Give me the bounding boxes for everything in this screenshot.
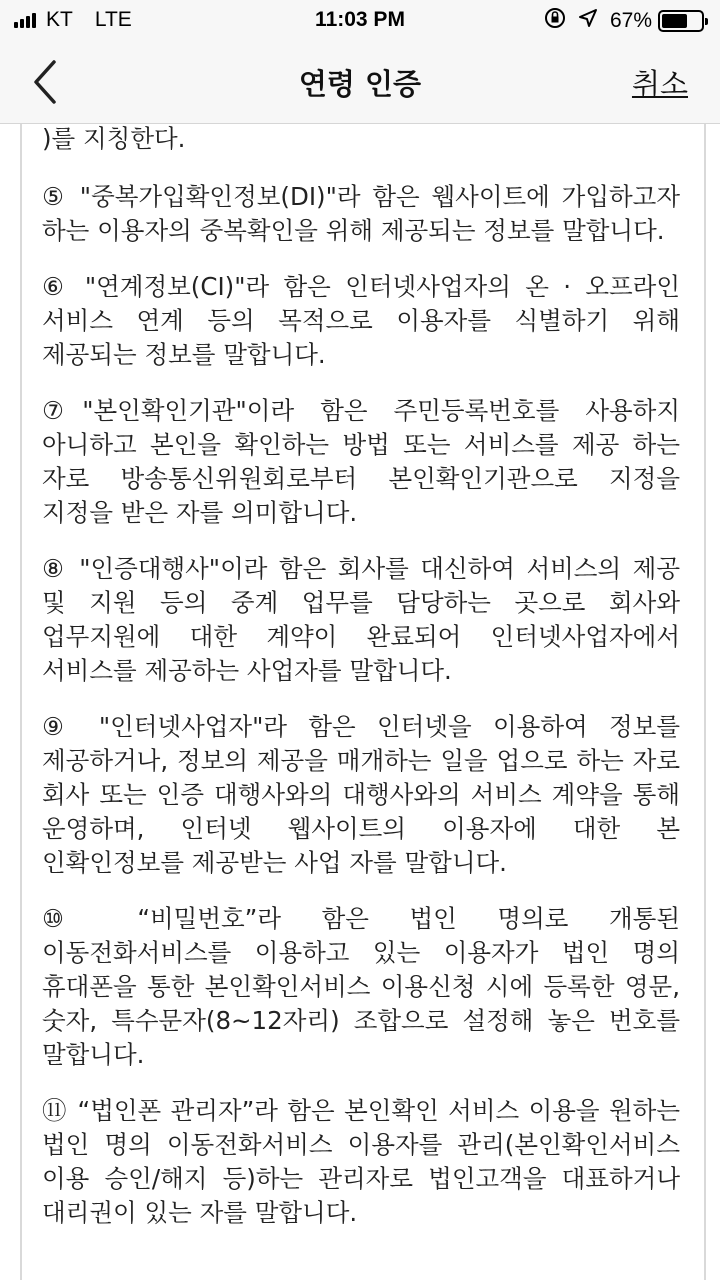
page-title: 연령 인증 xyxy=(298,67,422,101)
cancel-button[interactable]: 취소 xyxy=(631,67,688,101)
network-type-label: LTE xyxy=(94,8,132,31)
terms-item-10: ⑩ “비밀번호”라 함은 법인 명의로 개통된 이동전화서비스를 이용하고 있는 이용자가 법인 명의 휴대폰을 통한 본인확인서비스 이용신청 시에 등록한 영문, 숫자, 특수문자(8~12자리) 조합으로 설정해 놓은 번호를 말합니다. xyxy=(42,904,680,1069)
location-arrow-icon xyxy=(578,8,598,34)
battery-level-fill xyxy=(662,14,687,28)
terms-item-5: ⑤ "중복가입확인정보(DI)"라 함은 웹사이트에 가입하고자 하는 이용자의 중복확인을 위해 제공되는 정보를 말합니다. xyxy=(42,182,680,245)
terms-text xyxy=(22,124,704,1230)
terms-item-11: ⑪ “법인폰 관리자”라 함은 본인확인 서비스 이용을 원하는 법인 명의 이동전화서비스 이용자를 관리(본인확인서비스 이용 승인/해지 등)하는 관리자로 법인고객을 대표하거나 대리권이 있는 자를 말합니다. xyxy=(42,1096,680,1227)
terms-item-9: ⑨ "인터넷사업자"라 함은 인터넷을 이용하여 정보를 제공하거나, 정보의 제공을 매개하는 일을 업으로 하는 자로 회사 또는 인증 대행사와의 대행사와의 서비스 계약을 통해 운영하며, 인터넷 웹사이트의 이용자에 대한 본 인확인정보를 제공받는 사업 자를 말합니다. xyxy=(42,712,680,877)
battery-cap xyxy=(705,18,708,25)
status-bar xyxy=(0,0,720,40)
terms-partial-paragraph: )를 지칭한다. xyxy=(42,124,186,153)
terms-item-6: ⑥ "연계정보(CI)"라 함은 인터넷사업자의 온 · 오프라인 서비스 연계 등의 목적으로 이용자를 식별하기 위해 제공되는 정보를 말합니다. xyxy=(42,272,680,369)
carrier-label: KT xyxy=(46,8,73,31)
navigation-bar xyxy=(0,40,720,124)
terms-item-8: ⑧ "인증대행사"이라 함은 회사를 대신하여 서비스의 제공 및 지원 등의 중계 업무를 담당하는 곳으로 회사와 업무지원에 대한 계약이 완료되어 인터넷사업자에서 서비스를 제공하는 사업자를 말합니다. xyxy=(42,554,680,685)
terms-scroll-area[interactable] xyxy=(20,124,706,1280)
terms-item-7: ⑦"본인확인기관"이라 함은 주민등록번호를 사용하지 아니하고 본인을 확인하는 방법 또는 서비스를 제공 하는 자로 방송통신위원회로부터 본인확인기관으로 지정을 지정을 받은 자를 의미합니다. xyxy=(42,396,680,527)
status-right xyxy=(544,7,704,35)
status-time: 11:03 PM xyxy=(315,8,405,31)
orientation-lock-icon xyxy=(544,7,566,35)
battery-icon xyxy=(658,10,704,32)
battery-percent: 67% xyxy=(609,9,652,32)
